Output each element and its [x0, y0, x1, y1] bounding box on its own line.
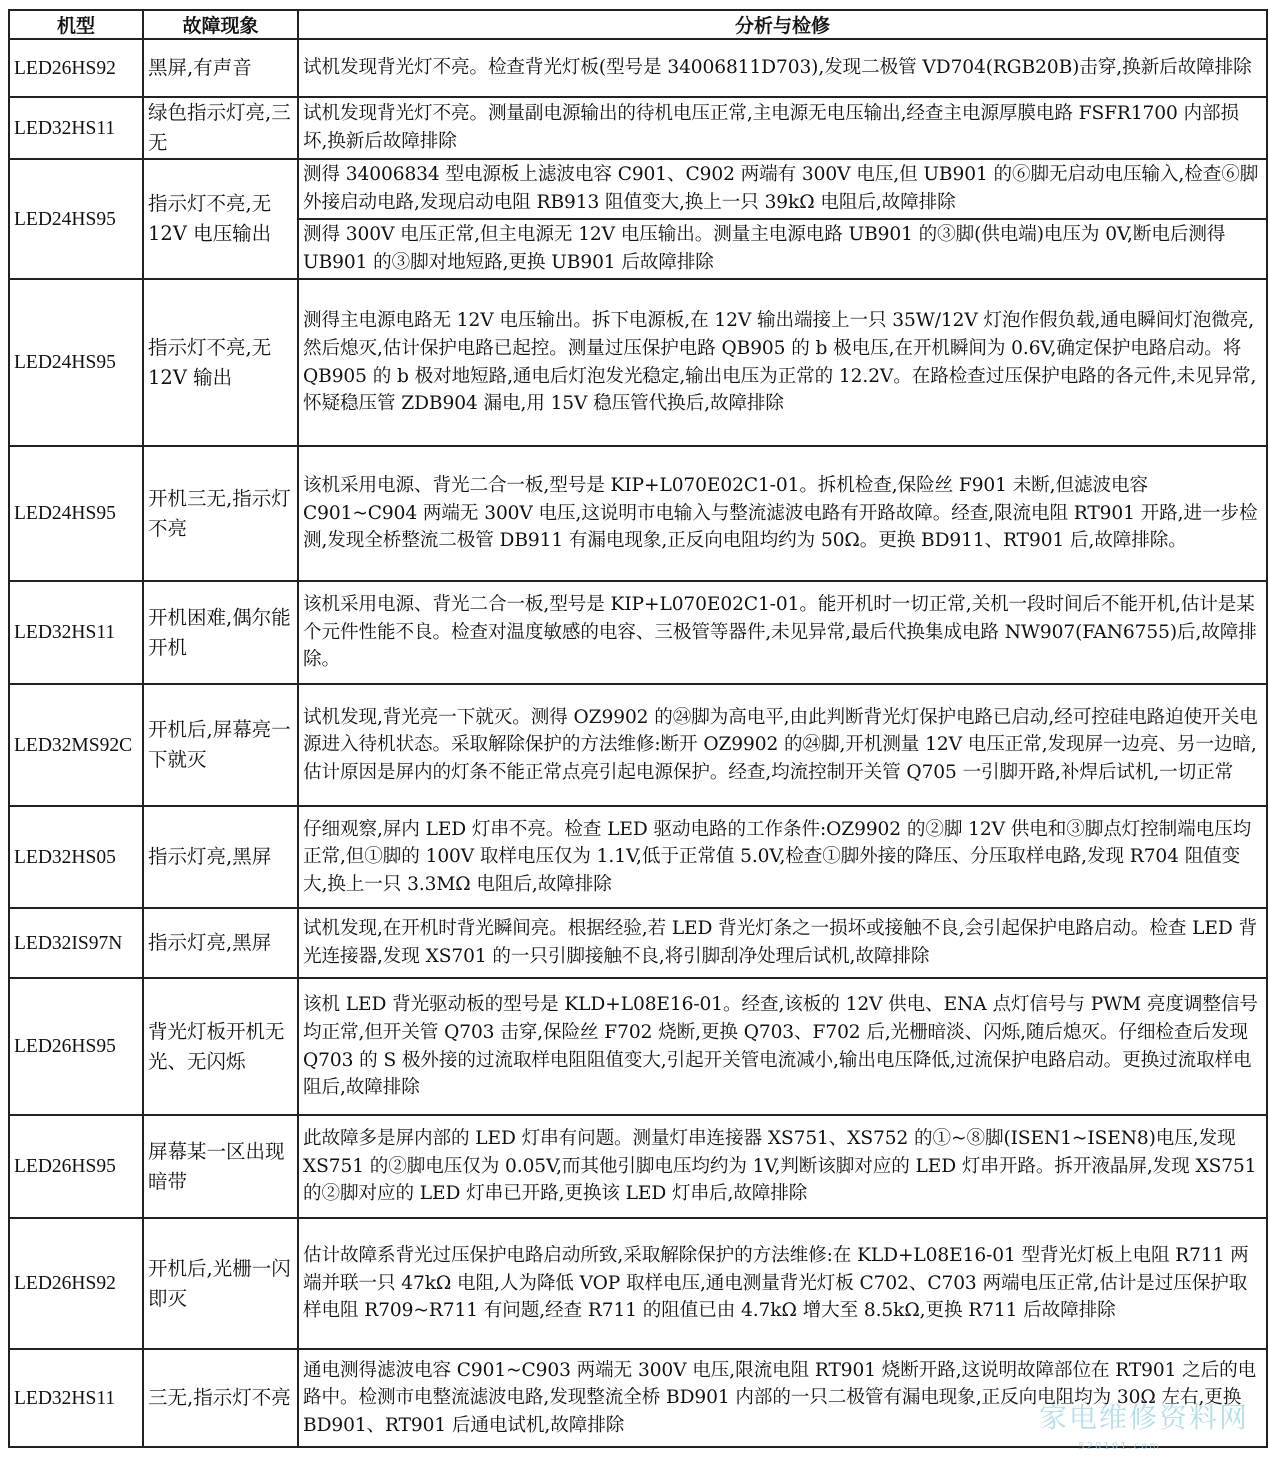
symptom-cell: 背光灯板开机无光、无闪烁: [143, 978, 298, 1115]
symptom-cell: 指示灯不亮,无 12V 输出: [143, 279, 298, 446]
header-symptom: 故障现象: [143, 10, 298, 39]
model-cell: LED32HS11: [9, 97, 143, 159]
model-cell: LED24HS95: [9, 159, 143, 279]
header-model: 机型: [9, 10, 143, 39]
model-cell: LED26HS95: [9, 978, 143, 1115]
symptom-cell: 开机后,屏幕亮一下就灭: [143, 684, 298, 806]
repair-table: [8, 9, 1268, 1448]
symptom-cell: 三无,指示灯不亮: [143, 1349, 298, 1447]
analysis-cell: 测得 34006834 型电源板上滤波电容 C901、C902 两端有 300V 电压,但 UB901 的⑥脚无启动电压输入,检查⑥脚外接启动电路,发现启动电阻 RB913 阻值变大,换上一只 39kΩ 电阻后,故障排除: [298, 159, 1267, 219]
analysis-cell: 该机采用电源、背光二合一板,型号是 KIP+L070E02C1-01。拆机检查,保险丝 F901 未断,但滤波电容 C901~C904 两端无 300V 电压,这说明市电输入与整流滤波电路有开路故障。经查,限流电阻 RT901 开路,进一步检测,发现全桥整流二极管 DB911 有漏电现象,正反向电阻均约为 50Ω。更换 BD911、RT901 后,故障排除。: [298, 446, 1267, 581]
analysis-cell: 估计故障系背光过压保护电路启动所致,采取解除保护的方法维修:在 KLD+L08E16-01 型背光灯板上电阻 R711 两端并联一只 47kΩ 电阻,人为降低 VOP 取样电压,通电测量背光灯板 C702、C703 两端电压正常,估计是过压保护取样电阻 R709~R711 有问题,经查 R711 的阻值已由 4.7kΩ 增大至 8.5kΩ,更换 R711 后故障排除: [298, 1218, 1267, 1349]
analysis-cell: 该机采用电源、背光二合一板,型号是 KIP+L070E02C1-01。能开机时一切正常,关机一段时间后不能开机,估计是某个元件性能不良。检查对温度敏感的电容、三极管等器件,未见异常,最后代换集成电路 NW907(FAN6755)后,故障排除。: [298, 581, 1267, 684]
table-row: [9, 159, 1267, 219]
table-row: [9, 1218, 1267, 1349]
analysis-cell: 仔细观察,屏内 LED 灯串不亮。检查 LED 驱动电路的工作条件:OZ9902 的②脚 12V 供电和③脚点灯控制端电压均正常,但①脚的 100V 取样电压仅为 1.1V,低于正常值 5.0V,检查①脚外接的降压、分压取样电路,发现 R704 阻值变大,换上一只 3.3MΩ 电阻后,故障排除: [298, 806, 1267, 908]
analysis-cell: 试机发现背光灯不亮。检查背光灯板(型号是 34006811D703),发现二极管 VD704(RGB20B)击穿,换新后故障排除: [298, 39, 1267, 97]
analysis-cell: 此故障多是屏内部的 LED 灯串有问题。测量灯串连接器 XS751、XS752 的①~⑧脚(ISEN1~ISEN8)电压,发现 XS751 的②脚电压仅为 0.05V,而其他引脚电压均约为 1V,判断该脚对应的 LED 灯串开路。拆开液晶屏,发现 XS751 的②脚对应的 LED 灯串已开路,更换该 LED 灯串后,故障排除: [298, 1115, 1267, 1218]
symptom-cell: 黑屏,有声音: [143, 39, 298, 97]
symptom-cell: 绿色指示灯亮,三无: [143, 97, 298, 159]
table-row: [9, 908, 1267, 978]
symptom-cell: 指示灯亮,黑屏: [143, 908, 298, 978]
symptom-cell: 开机困难,偶尔能开机: [143, 581, 298, 684]
table-row: [9, 446, 1267, 581]
model-cell: LED32IS97N: [9, 908, 143, 978]
table-row: [9, 97, 1267, 159]
model-cell: LED26HS95: [9, 1115, 143, 1218]
symptom-cell: 指示灯亮,黑屏: [143, 806, 298, 908]
watermark-url: 520101.com: [1078, 1441, 1161, 1452]
model-cell: LED32HS11: [9, 1349, 143, 1447]
analysis-cell: 试机发现背光灯不亮。测量副电源输出的待机电压正常,主电源无电压输出,经查主电源厚膜电路 FSFR1700 内部损坏,换新后故障排除: [298, 97, 1267, 159]
symptom-cell: 屏幕某一区出现暗带: [143, 1115, 298, 1218]
symptom-cell: 开机后,光栅一闪即灭: [143, 1218, 298, 1349]
table-row: [9, 39, 1267, 97]
analysis-cell: 该机 LED 背光驱动板的型号是 KLD+L08E16-01。经查,该板的 12V 供电、ENA 点灯信号与 PWM 亮度调整信号均正常,但开关管 Q703 击穿,保险丝 F702 烧断,更换 Q703、F702 后,光栅暗淡、闪烁,随后熄灭。仔细检查后发现 Q703 的 S 极外接的过流取样电阻阻值变大,引起开关管电流减小,输出电压降低,过流保护电路启动。更换过流取样电阻后,故障排除: [298, 978, 1267, 1115]
table-row: [9, 806, 1267, 908]
analysis-cell: 试机发现,背光亮一下就灭。测得 OZ9902 的㉔脚为高电平,由此判断背光灯保护电路已启动,经可控硅电路迫使开关电源进入待机状态。采取解除保护的方法维修:断开 OZ9902 的㉔脚,开机测量 12V 电压正常,发现屏一边亮、另一边暗,估计原因是屏内的灯条不能正常点亮引起电源保护。经查,均流控制开关管 Q705 一引脚开路,补焊后试机,一切正常: [298, 684, 1267, 806]
analysis-cell: 测得 300V 电压正常,但主电源无 12V 电压输出。测量主电源电路 UB901 的③脚(供电端)电压为 0V,断电后测得 UB901 的③脚对地短路,更换 UB901 后故障排除: [298, 219, 1267, 279]
table-row: [9, 978, 1267, 1115]
table-row: [9, 684, 1267, 806]
model-cell: LED32HS11: [9, 581, 143, 684]
model-cell: LED26HS92: [9, 1218, 143, 1349]
analysis-cell: 试机发现,在开机时背光瞬间亮。根据经验,若 LED 背光灯条之一损坏或接触不良,会引起保护电路启动。检查 LED 背光连接器,发现 XS701 的一只引脚接触不良,将引脚刮净处理后试机,故障排除: [298, 908, 1267, 978]
model-cell: LED32HS05: [9, 806, 143, 908]
header-row: [9, 10, 1267, 39]
model-cell: LED32MS92C: [9, 684, 143, 806]
model-cell: LED26HS92: [9, 39, 143, 97]
header-analysis: 分析与检修: [298, 10, 1267, 39]
model-cell: LED24HS95: [9, 446, 143, 581]
table-row: [9, 1115, 1267, 1218]
table-row: [9, 279, 1267, 446]
analysis-cell: 通电测得滤波电容 C901~C903 两端无 300V 电压,限流电阻 RT901 烧断开路,这说明故障部位在 RT901 之后的电路中。检测市电整流滤波电路,发现整流全桥 BD901 内部的一只二极管有漏电现象,正反向电阻均为 30Ω 左右,更换 BD901、RT901 后通电试机,故障排除: [298, 1349, 1267, 1447]
table-row: [9, 581, 1267, 684]
symptom-cell: 指示灯不亮,无 12V 电压输出: [143, 159, 298, 279]
model-cell: LED24HS95: [9, 279, 143, 446]
watermark-logo: 家电维修资料网: [1038, 1401, 1249, 1434]
symptom-cell: 开机三无,指示灯不亮: [143, 446, 298, 581]
analysis-cell: 测得主电源电路无 12V 电压输出。拆下电源板,在 12V 输出端接上一只 35W/12V 灯泡作假负载,通电瞬间灯泡微亮,然后熄灭,估计保护电路已起控。测量过压保护电路 QB905 的 b 极电压,在开机瞬间为 0.6V,确定保护电路启动。将 QB905 的 b 极对地短路,通电后灯泡发光稳定,输出电压为正常的 12.2V。在路检查过压保护电路的各元件,未见异常,怀疑稳压管 ZDB904 漏电,用 15V 稳压管代换后,故障排除: [298, 279, 1267, 446]
